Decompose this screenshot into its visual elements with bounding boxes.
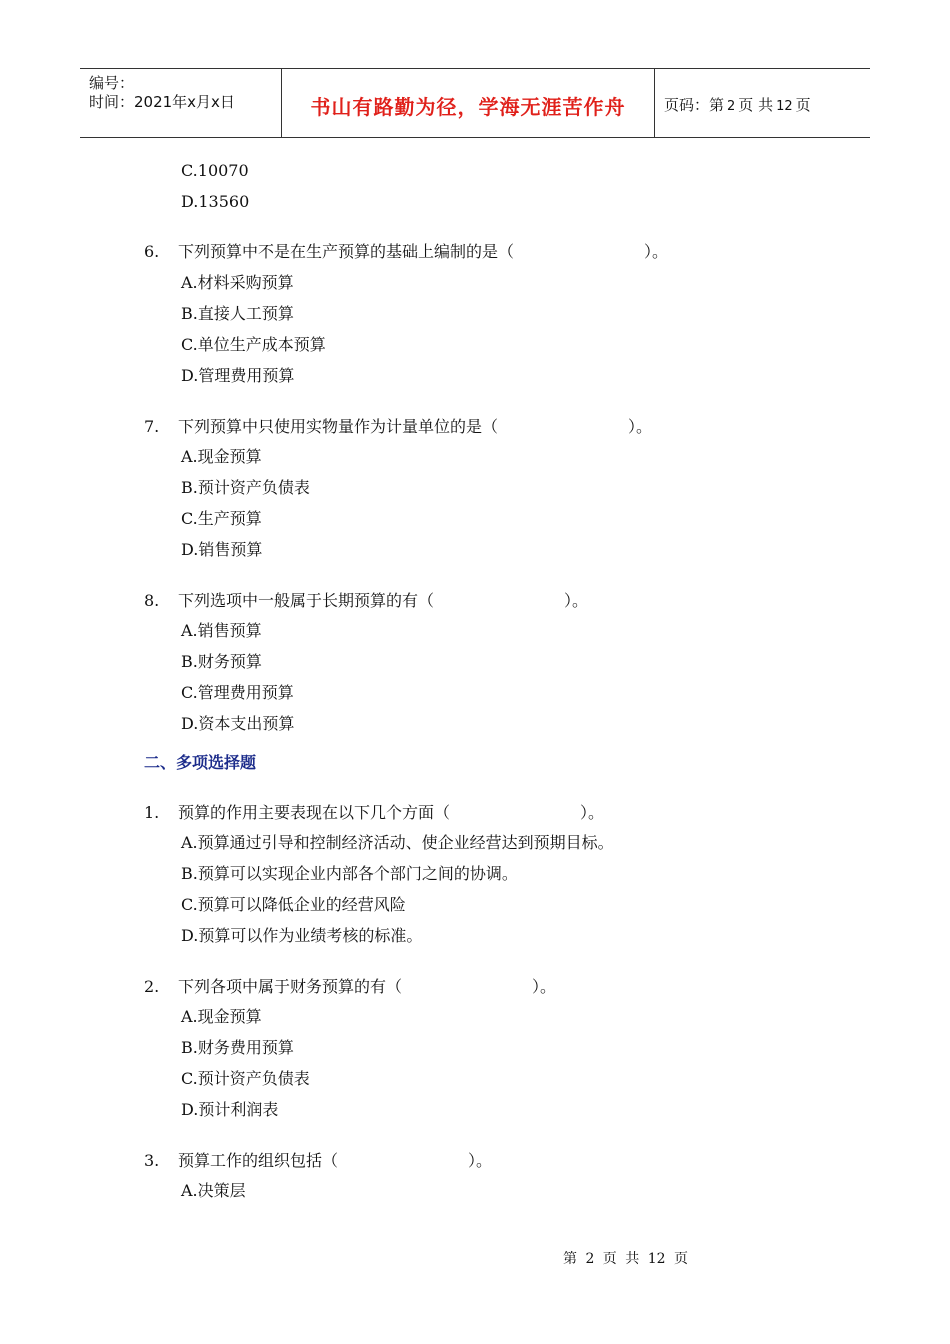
- header-pager-cell: [655, 69, 870, 137]
- question-stem: [178, 417, 652, 437]
- prev-option-c: C.10070: [181, 161, 249, 180]
- option: D.预计利润表: [181, 1100, 279, 1119]
- question-stem-close: ）。: [580, 803, 605, 822]
- option: A.现金预算: [181, 447, 262, 466]
- pager-current: 2: [727, 99, 736, 114]
- document-date: 时间：2021年x月x日: [89, 93, 235, 111]
- question-stem: [178, 803, 604, 823]
- option: C.生产预算: [181, 509, 262, 528]
- header-left-cell: [80, 69, 280, 137]
- question-stem-close: ）。: [644, 242, 669, 261]
- option: B.预算可以实现企业内部各个部门之间的协调。: [181, 864, 518, 883]
- option: C.预算可以降低企业的经营风险: [181, 895, 406, 914]
- page-header: [80, 68, 870, 138]
- option: D.销售预算: [181, 540, 263, 559]
- pager-prefix: 页码：第: [664, 96, 725, 114]
- option: B.预计资产负债表: [181, 478, 310, 497]
- option: C.预计资产负债表: [181, 1069, 310, 1088]
- question-stem-close: ）。: [532, 977, 557, 996]
- pager-total: 12: [776, 99, 793, 114]
- option: A.现金预算: [181, 1007, 262, 1026]
- question-number: 7.: [144, 417, 160, 436]
- question-stem: [178, 242, 668, 262]
- question-stem-text: 下列选项中一般属于长期预算的有（: [178, 591, 435, 610]
- question-number: 6.: [144, 242, 160, 261]
- question-number: 2.: [144, 977, 160, 996]
- question-stem-text: 下列各项中属于财务预算的有（: [178, 977, 403, 996]
- header-motto: 书山有路勤为径，学海无涯苦作舟: [310, 95, 626, 119]
- option: C.管理费用预算: [181, 683, 294, 702]
- question-stem-close: ）。: [628, 417, 653, 436]
- option: C.单位生产成本预算: [181, 335, 326, 354]
- question-stem-text: 下列预算中只使用实物量作为计量单位的是（: [178, 417, 499, 436]
- header-pager: [664, 94, 811, 115]
- question-stem-close: ）。: [564, 591, 589, 610]
- question-stem-text: 预算的作用主要表现在以下几个方面（: [178, 803, 451, 822]
- question-number: 1.: [144, 803, 160, 822]
- option: A.销售预算: [181, 621, 262, 640]
- option: A.决策层: [181, 1181, 246, 1200]
- option: B.财务预算: [181, 652, 262, 671]
- question-stem: [178, 1151, 492, 1171]
- option: D.资本支出预算: [181, 714, 295, 733]
- option: A.预算通过引导和控制经济活动、使企业经营达到预期目标。: [181, 833, 614, 852]
- question-stem: [178, 977, 556, 997]
- question-stem: [178, 591, 588, 611]
- prev-option-d: D.13560: [181, 192, 250, 211]
- option: B.直接人工预算: [181, 304, 294, 323]
- question-number: 3.: [144, 1151, 160, 1170]
- page-footer: 第 2 页 共 12 页: [563, 1251, 688, 1267]
- question-number: 8.: [144, 591, 160, 610]
- header-motto-cell: [281, 69, 655, 137]
- question-stem-close: ）。: [468, 1151, 493, 1170]
- option: A.材料采购预算: [181, 273, 294, 292]
- option: D.预算可以作为业绩考核的标准。: [181, 926, 423, 945]
- section-title: 二、多项选择题: [144, 753, 257, 772]
- option: D.管理费用预算: [181, 366, 295, 385]
- pager-mid: 页 共: [738, 96, 774, 114]
- question-stem-text: 下列预算中不是在生产预算的基础上编制的是（: [178, 242, 515, 261]
- question-stem-text: 预算工作的组织包括（: [178, 1151, 339, 1170]
- pager-suffix: 页: [795, 96, 811, 114]
- option: B.财务费用预算: [181, 1038, 294, 1057]
- document-code-label: 编号：: [89, 74, 135, 92]
